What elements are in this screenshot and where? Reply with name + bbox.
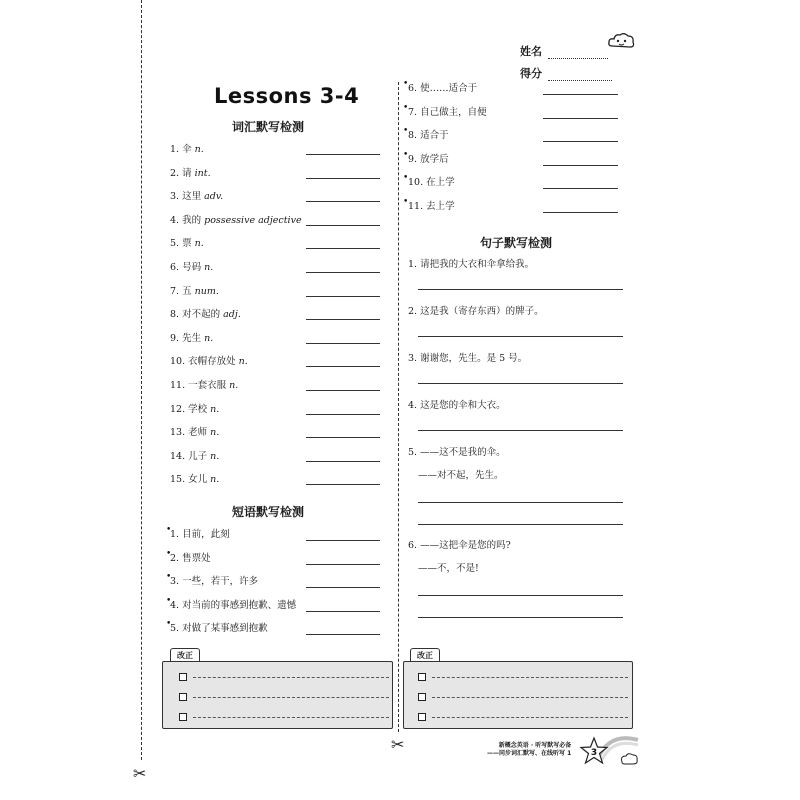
phrase-item: 2. 售票处 xyxy=(170,552,211,564)
vocab-item-pos: n. xyxy=(229,380,239,391)
vocab-item xyxy=(170,143,204,157)
answer-line[interactable] xyxy=(306,154,380,155)
answer-line[interactable] xyxy=(306,634,380,635)
phrase-item: 7. 自己做主，自便 xyxy=(408,106,487,118)
answer-line[interactable] xyxy=(543,212,618,213)
star-mark-icon: • xyxy=(166,548,172,559)
vocab-heading: 词汇默写检测 xyxy=(232,120,305,134)
vocab-item-text: 15. 女儿 xyxy=(170,474,208,486)
page-title: Lessons 3-4 xyxy=(214,84,360,108)
page-number: 3 xyxy=(590,748,598,758)
vocab-item xyxy=(170,403,219,417)
star-mark-icon: • xyxy=(403,173,409,184)
star-mark-icon: • xyxy=(403,102,409,113)
checkbox-icon[interactable] xyxy=(179,673,187,681)
answer-line[interactable] xyxy=(418,595,623,596)
correction-row[interactable] xyxy=(418,672,628,682)
correction-box-left xyxy=(162,661,393,729)
scissors-icon: ✂ xyxy=(391,735,405,754)
phrase-item: 5. 对做了某事感到抱歉 xyxy=(170,623,268,634)
vocab-item-pos: n. xyxy=(210,403,220,415)
sentence-reply: ——不，不是! xyxy=(418,563,479,574)
phrase-item: 9. 放学后 xyxy=(408,153,449,165)
vocab-item xyxy=(170,355,248,369)
correction-tab-left: 改正 xyxy=(170,648,200,662)
answer-line[interactable] xyxy=(306,564,380,565)
footer-line-1: 新概念英语 · 听写默写必备 xyxy=(498,742,572,749)
answer-line[interactable] xyxy=(418,524,623,525)
answer-line[interactable] xyxy=(306,540,380,541)
vocab-item-text: 8. 对不起的 xyxy=(170,309,221,321)
vocab-item-pos: adv. xyxy=(204,191,224,203)
answer-line[interactable] xyxy=(543,165,618,166)
vocab-item xyxy=(170,261,213,275)
phrase-item: 11. 去上学 xyxy=(408,201,455,212)
score-row xyxy=(520,59,612,81)
answer-line[interactable] xyxy=(306,611,380,612)
star-mark-icon: • xyxy=(403,149,409,160)
cut-line-left xyxy=(141,0,142,760)
correction-row[interactable] xyxy=(179,692,389,702)
correction-row[interactable] xyxy=(418,692,628,702)
vocab-item-text: 2. 请 xyxy=(170,167,192,179)
vocab-item-pos: possessive adjective xyxy=(204,214,302,226)
sentence-prompt: 2. 这是我（寄存东西）的牌子。 xyxy=(408,306,544,317)
vocab-item xyxy=(170,332,213,346)
checkbox-icon[interactable] xyxy=(179,693,187,701)
answer-line[interactable] xyxy=(306,461,380,462)
answer-line[interactable] xyxy=(306,366,380,367)
star-mark-icon: • xyxy=(403,126,409,137)
sentence-prompt: 5. ——这不是我的伞。 xyxy=(408,447,506,458)
answer-line[interactable] xyxy=(306,248,380,249)
correction-row[interactable] xyxy=(179,672,389,682)
footer-line-2: ——同步词汇默写、在线听写 1 xyxy=(487,750,572,757)
vocab-item-text: 9. 先生 xyxy=(170,332,202,344)
answer-line[interactable] xyxy=(543,141,618,142)
correction-box-right xyxy=(403,661,633,729)
vocab-item xyxy=(170,426,219,440)
vocab-item xyxy=(170,473,219,487)
star-mark-icon: • xyxy=(166,525,172,535)
name-score-box xyxy=(520,37,612,81)
checkbox-icon[interactable] xyxy=(179,713,187,721)
sentence-reply: ——对不起，先生。 xyxy=(418,470,504,481)
vocab-item-text: 7. 五 xyxy=(170,285,192,297)
answer-line[interactable] xyxy=(306,201,380,202)
vocab-item-text: 12. 学校 xyxy=(170,403,208,415)
checkbox-icon[interactable] xyxy=(418,693,426,701)
answer-line[interactable] xyxy=(418,617,623,618)
answer-line[interactable] xyxy=(306,484,380,485)
name-label: 姓名 xyxy=(520,45,542,58)
vocab-item xyxy=(170,285,219,299)
phrase-item: 3. 一些，若干，许多 xyxy=(170,576,259,587)
vocab-item-text: 14. 儿子 xyxy=(170,450,208,462)
answer-line[interactable] xyxy=(543,94,618,95)
answer-line[interactable] xyxy=(418,289,623,290)
vocab-item-pos: n. xyxy=(204,262,214,273)
answer-line[interactable] xyxy=(306,437,380,438)
rainbow-star-icon xyxy=(578,728,642,770)
vocab-item-text: 6. 号码 xyxy=(170,262,202,273)
answer-line[interactable] xyxy=(306,296,380,297)
vocab-item-pos: n. xyxy=(194,144,204,155)
checkbox-icon[interactable] xyxy=(418,713,426,721)
answer-line[interactable] xyxy=(418,336,623,337)
cloud-mascot-icon xyxy=(606,30,636,52)
vocab-item-text: 4. 我的 xyxy=(170,214,202,226)
answer-line[interactable] xyxy=(543,188,618,189)
vocab-item-pos: adj. xyxy=(223,309,241,321)
vocab-item-pos: num. xyxy=(194,285,219,297)
checkbox-icon[interactable] xyxy=(418,673,426,681)
phrases-heading: 短语默写检测 xyxy=(232,505,305,519)
answer-line[interactable] xyxy=(306,319,380,320)
phrase-item: 6. 使……适合于 xyxy=(408,83,478,94)
vocab-item-text: 1. 伞 xyxy=(170,144,192,155)
phrase-item: 8. 适合于 xyxy=(408,130,449,142)
correction-tab-right: 改正 xyxy=(410,648,440,662)
star-mark-icon: • xyxy=(166,572,172,582)
vocab-item xyxy=(170,190,223,204)
sentence-prompt: 4. 这是您的伞和大衣。 xyxy=(408,400,506,411)
cut-line-middle xyxy=(398,82,399,732)
vocab-item xyxy=(170,167,211,181)
score-field[interactable] xyxy=(548,69,612,81)
vocab-item-pos: n. xyxy=(210,474,220,486)
score-label: 得分 xyxy=(520,67,542,80)
correction-row[interactable] xyxy=(179,712,389,722)
phrase-item: 1. 目前，此刻 xyxy=(170,529,230,540)
name-row xyxy=(520,37,612,59)
answer-line[interactable] xyxy=(306,178,380,179)
sentence-prompt: 6. ——这把伞是您的吗? xyxy=(408,540,511,551)
vocab-item-text: 13. 老师 xyxy=(170,427,208,439)
vocab-item xyxy=(170,450,219,464)
vocab-item-text: 3. 这里 xyxy=(170,191,202,203)
vocab-item-pos: n. xyxy=(210,450,220,462)
vocab-item-text: 11. 一套衣服 xyxy=(170,380,227,391)
star-mark-icon: • xyxy=(166,619,172,629)
sentence-prompt: 1. 请把我的大衣和伞拿给我。 xyxy=(408,259,535,270)
answer-line[interactable] xyxy=(306,414,380,415)
vocab-item-pos: n. xyxy=(194,238,204,250)
answer-line[interactable] xyxy=(306,343,380,344)
answer-line[interactable] xyxy=(418,383,623,384)
vocab-item xyxy=(170,237,204,251)
answer-line[interactable] xyxy=(306,225,380,226)
vocab-item-pos: n. xyxy=(204,332,214,344)
vocab-item-pos: n. xyxy=(210,427,220,439)
answer-line[interactable] xyxy=(543,118,618,119)
answer-line[interactable] xyxy=(306,587,380,588)
phrase-item: 4. 对当前的事感到抱歉、遗憾 xyxy=(170,599,297,611)
vocab-item-text: 5. 票 xyxy=(170,238,192,250)
star-mark-icon: • xyxy=(403,197,409,207)
answer-line[interactable] xyxy=(306,272,380,273)
phrase-item: 10. 在上学 xyxy=(408,177,455,189)
answer-line[interactable] xyxy=(418,502,623,503)
answer-line[interactable] xyxy=(306,390,380,391)
sentences-heading: 句子默写检测 xyxy=(480,236,553,250)
vocab-item xyxy=(170,379,238,393)
star-mark-icon: • xyxy=(166,595,172,606)
answer-line[interactable] xyxy=(418,430,623,431)
vocab-item-text: 10. 衣帽存放处 xyxy=(170,356,236,368)
star-mark-icon: • xyxy=(403,79,409,89)
sentence-prompt: 3. 谢谢您，先生。是 5 号。 xyxy=(408,353,528,364)
scissors-icon: ✂ xyxy=(133,764,147,783)
name-field[interactable] xyxy=(548,47,608,59)
correction-row[interactable] xyxy=(418,712,628,722)
vocab-item xyxy=(170,214,302,228)
vocab-item-pos: n. xyxy=(238,356,248,368)
footer-series-text xyxy=(487,742,571,758)
vocab-item-pos: int. xyxy=(194,167,211,179)
vocab-item xyxy=(170,308,241,322)
